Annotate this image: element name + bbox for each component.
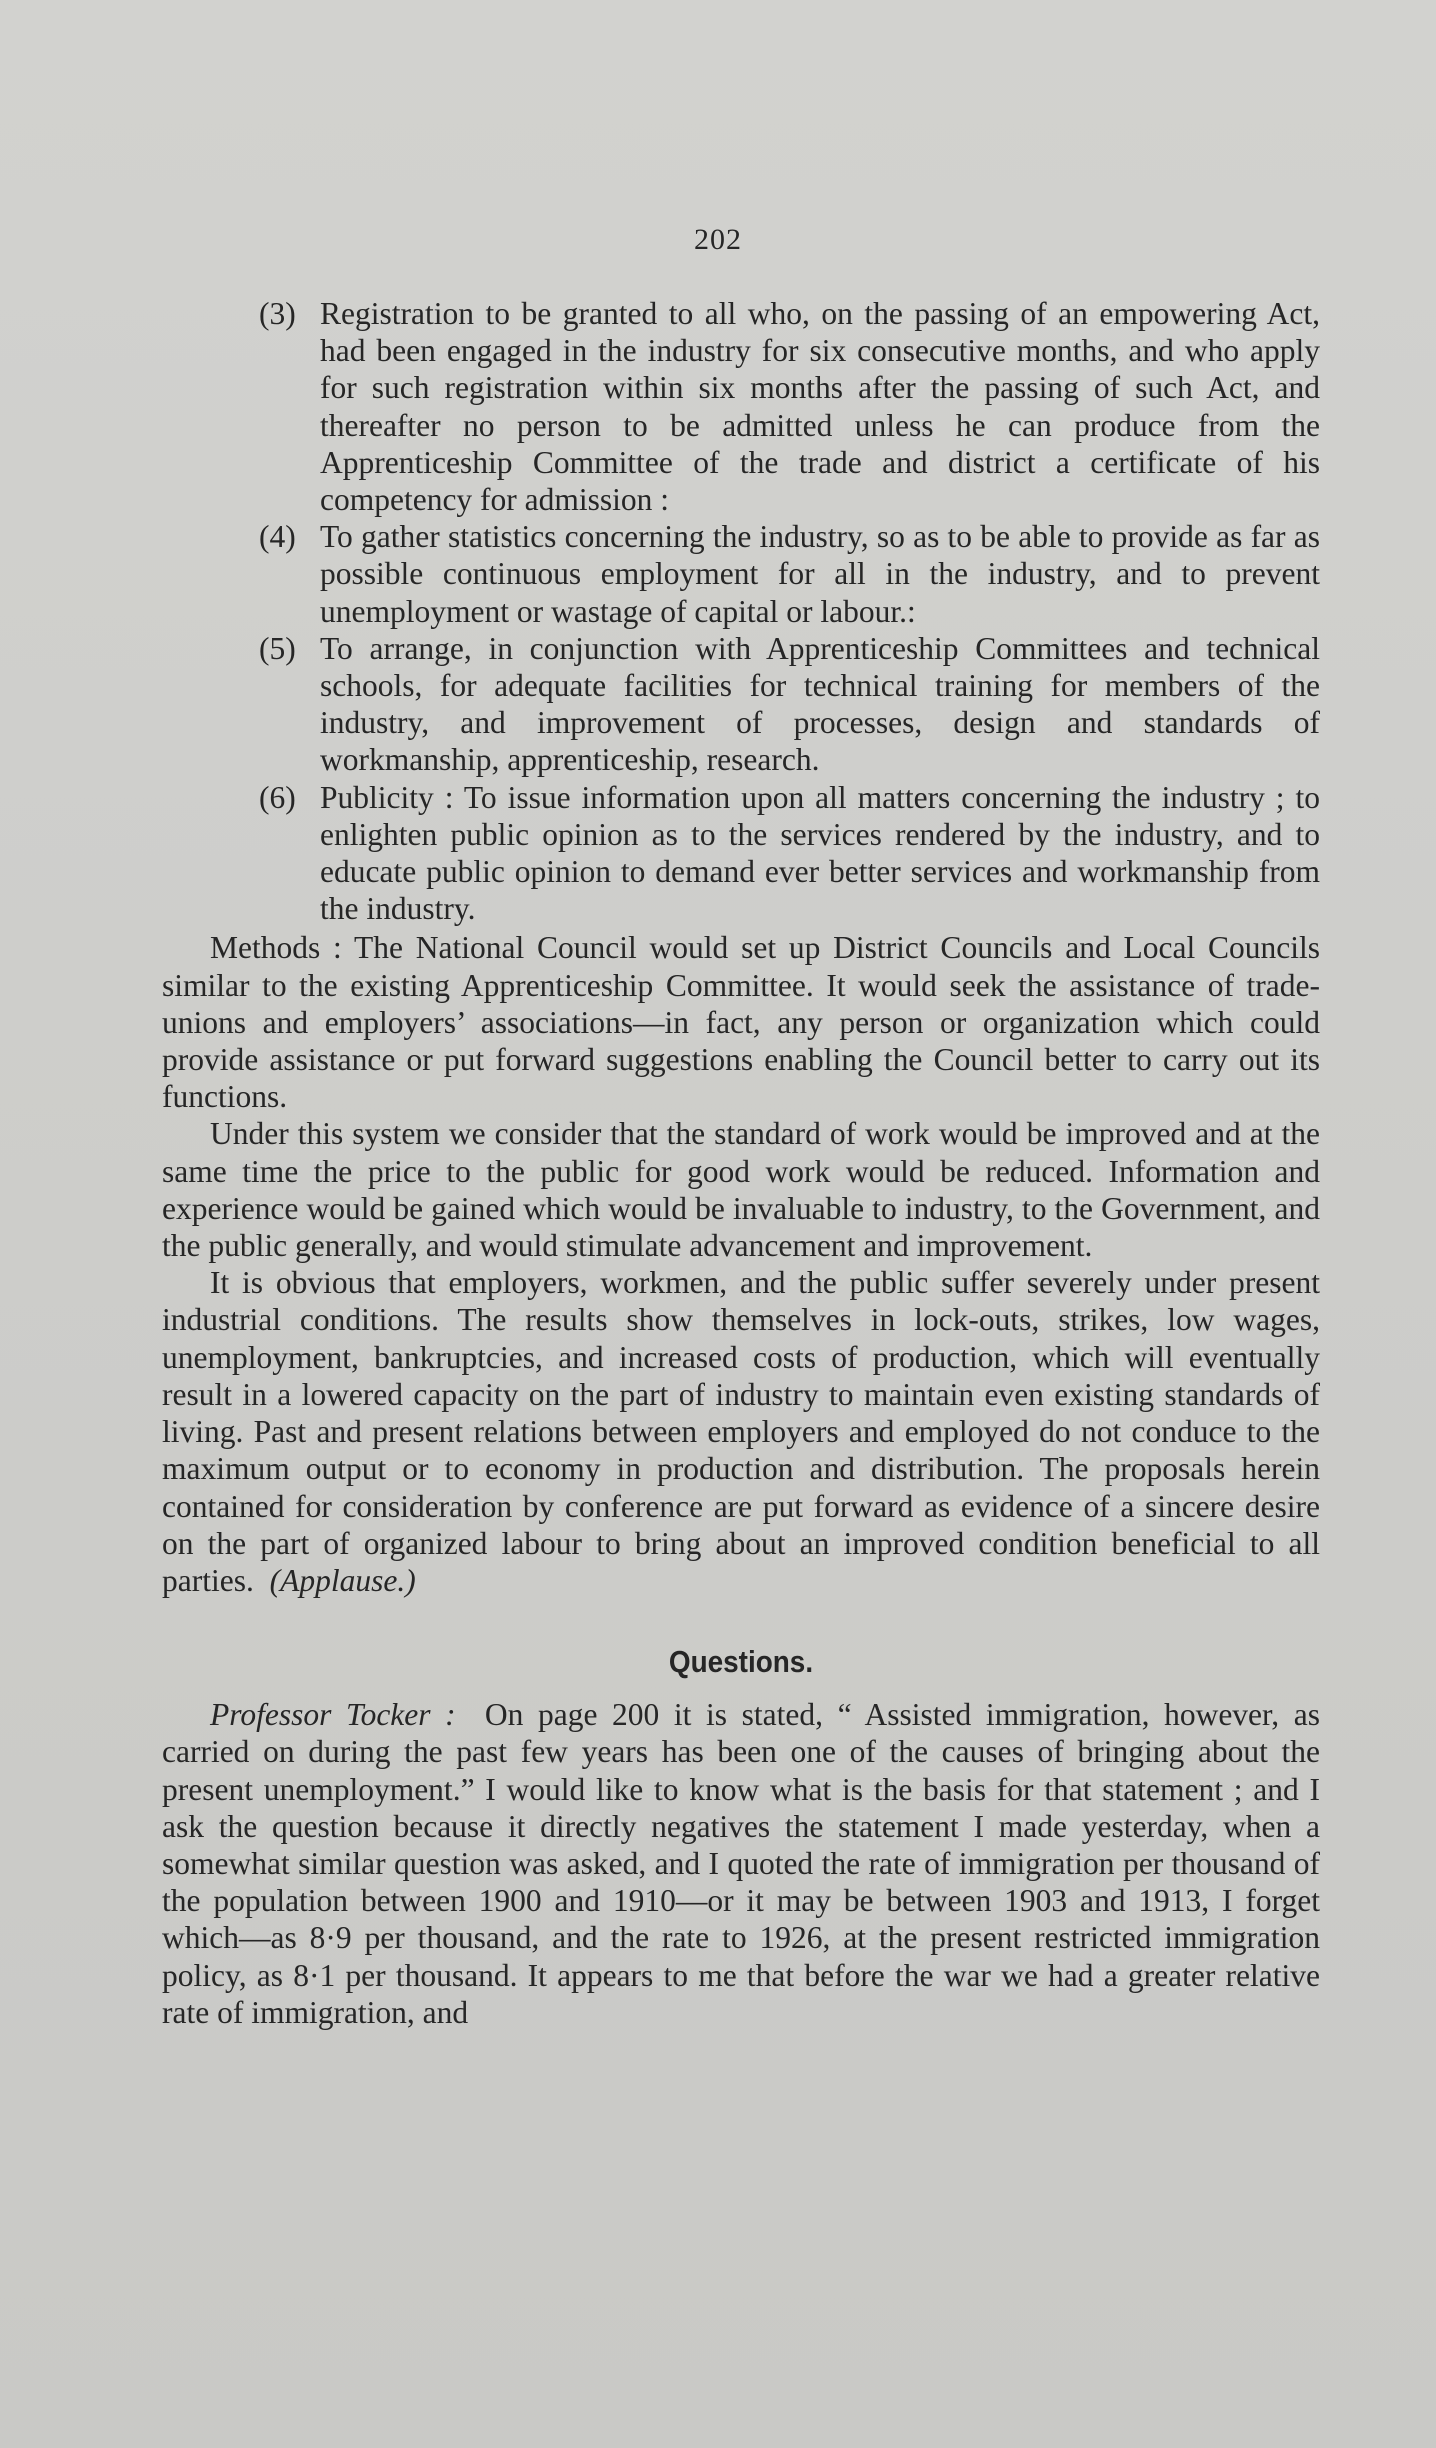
conditions-text: It is obvious that employers, workmen, and the public suffer severely under present industrial conditions. The results show themselves in lock-outs, strikes, low wages, unemployment, bankruptcies, and increased costs of production, which will eventually result in a lowered capacity on the part of industry to maintain even existing standards of living. Past and present relations between employers and employed do not conduce to the maximum output or to economy in production and distribution. The proposals herein contained for consideration by conference are put forward as evidence of a sincere desire on the part of organized labour to bring about an improved condition beneficial to all parties. <box>162 1265 1320 1598</box>
list-item-number: (5) <box>259 630 296 666</box>
list-item-text: To gather statistics concerning the industry, so as to be able to provide as far as possible continuous employment for all in the industry, and to prevent unemployment or wastage of capital or labour.: <box>320 519 1320 629</box>
list-item-text: Publicity : To issue information upon all matters concerning the industry ; to enlighten public opinion as to the services rendered by the industry, and to educate public opinion to demand ever better services and workmanship from the industry. <box>320 779 1320 927</box>
list-item <box>162 518 1320 630</box>
list-item-text: To arrange, in conjunction with Apprenticeship Committees and technical schools, for adequate facilities for technical training for members of the industry, and improvement of processes, design and standards of workmanship, apprenticeship, research. <box>320 630 1320 778</box>
questions-heading: Questions. <box>668 1644 814 1680</box>
list-item-number: (4) <box>259 519 296 555</box>
page-number: 202 <box>694 223 742 256</box>
applause-note: (Applause.) <box>269 1562 416 1598</box>
list-item-number: (3) <box>259 296 296 331</box>
question-text: On page 200 it is stated, “ Assisted immigration, however, as carried on during the past few years has been one of the causes of bringing about the present unemployment.” I would like to know what is the basis for that statement ; and I ask the question because it directly negatives the statement I made yesterday, when a somewhat similar question was asked, and I quoted the rate of immigration per thousand of the population between 1900 and 1910—or it may be between 1903 and 1913, I forget which—as 8·9 per thousand, and the rate to 1926, at the present restricted immigration policy, as 8·1 per thousand. It appears to me that before the war we had a greater relative rate of immigration, and <box>162 1697 1320 2030</box>
list-item <box>162 630 1320 779</box>
page-body <box>162 295 1320 2031</box>
system-paragraph: Under this system we consider that the standard of work would be improved and at the same time the price to the public for good work would be reduced. Information and experience would be gained which would be invaluable to industry, to the Government, and the public generally, and would stimulate advancement and improvement. <box>162 1116 1320 1264</box>
methods-paragraph: Methods : The National Council would set up District Councils and Local Councils similar to the existing Apprenticeship Committee. It would seek the assistance of trade-unions and employers’ associations—in fact, any person or organization which could provide assistance or put forward suggestions enabling the Council better to carry out its functions. <box>162 930 1320 1115</box>
speaker-name: Professor Tocker : <box>210 1697 456 1733</box>
list-item <box>162 779 1320 928</box>
list-item <box>162 295 1320 518</box>
question-paragraph <box>162 1696 1320 2031</box>
list-item-number: (6) <box>259 779 296 815</box>
conditions-paragraph <box>162 1264 1320 1599</box>
list-item-text: Registration to be granted to all who, on the passing of an empowering Act, had been engaged in the industry for six consecutive months, and who apply for such registration within six months after the passing of such Act, and thereafter no person to be admitted unless he can produce from the Apprenticeship Committee of the trade and district a certificate of his competency for admission : <box>320 296 1320 518</box>
